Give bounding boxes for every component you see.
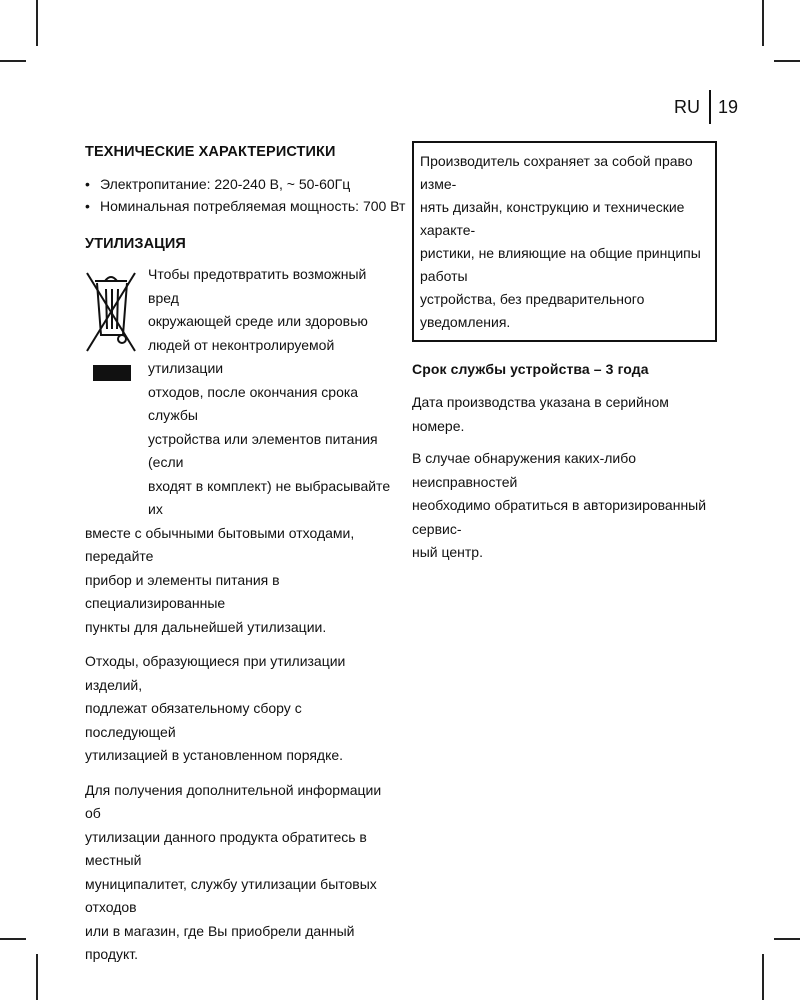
info-text-line: муниципалитет, службу утилизации бытовых отходов [85, 875, 377, 915]
info-text-line: или в магазин, где Вы приобрели данный продукт. [85, 922, 355, 962]
notice-text-line: ристики, не влияющие на общие принципы работы [420, 245, 701, 284]
disposal-text-line: вместе с обычными бытовыми отходами, передайте [85, 524, 355, 564]
crop-mark [0, 60, 26, 62]
disposal-text-line: прибор и элементы питания в специализированные [85, 571, 280, 611]
crop-mark [762, 954, 764, 1000]
disposal-text-line: людей от неконтролируемой утилизации [148, 336, 335, 376]
page-number: 19 [717, 96, 738, 117]
service-text-line: необходимо обратиться в авторизированный сервис- [412, 497, 707, 537]
info-text-line: Для получения дополнительной информации об [85, 781, 382, 821]
production-date-text: Дата производства указана в серийном номере. [412, 394, 669, 434]
collection-text-line: Отходы, образующиеся при утилизации изделий, [85, 653, 346, 693]
crop-mark [36, 0, 38, 46]
info-text-line: утилизации данного продукта обратитесь в местный [85, 828, 367, 868]
notice-text-line: нять дизайн, конструкцию и технические характе- [420, 199, 685, 238]
right-column [412, 141, 717, 565]
service-text-line: ный центр. [412, 544, 483, 560]
crop-mark [774, 938, 800, 940]
notice-text-line: устройства, без предварительного уведомления. [420, 291, 645, 330]
disposal-text-line: Чтобы предотвратить возможный вред [148, 266, 367, 306]
specs-item: • Электропитание: 220-240 В, ~ 50-60Гц [85, 173, 395, 195]
collection-paragraph [85, 650, 395, 768]
crop-mark [774, 60, 800, 62]
disposal-heading: УТИЛИЗАЦИЯ [85, 236, 186, 252]
left-column [85, 141, 406, 967]
crop-mark [0, 938, 26, 940]
disposal-text-line: входят в комплект) не выбрасывайте их [148, 477, 391, 517]
info-paragraph [85, 779, 395, 967]
manufacturer-notice-box [412, 141, 717, 342]
disposal-text-line: отходов, после окончания срока службы [148, 383, 359, 423]
disposal-text-line: пункты для дальнейшей утилизации. [85, 618, 327, 635]
disposal-text-line: окружающей среде или здоровью [148, 313, 368, 329]
crop-mark [36, 954, 38, 1000]
notice-text-line: Производитель сохраняет за собой право изме- [420, 153, 693, 192]
specs-item: • Номинальная потребляемая мощность: 700 Вт [85, 195, 395, 217]
collection-text-line: утилизацией в установленном порядке. [85, 747, 344, 763]
page-header [674, 90, 738, 124]
disposal-paragraph [85, 263, 395, 639]
service-center-paragraph [412, 447, 717, 565]
service-text-line: В случае обнаружения каких-либо неисправностей [412, 450, 637, 490]
specs-heading: ТЕХНИЧЕСКИЕ ХАРАКТЕРИСТИКИ [85, 144, 336, 160]
disposal-text-line: устройства или элементов питания (если [148, 430, 378, 470]
language-code: RU [673, 96, 700, 117]
service-life-heading: Срок службы устройства – 3 года [412, 361, 649, 377]
crop-mark [762, 0, 764, 46]
specs-list [85, 173, 406, 217]
crossed-out-wheelie-bin-icon [85, 267, 137, 387]
collection-text-line: подлежат обязательному сбору с последующей [85, 700, 302, 740]
